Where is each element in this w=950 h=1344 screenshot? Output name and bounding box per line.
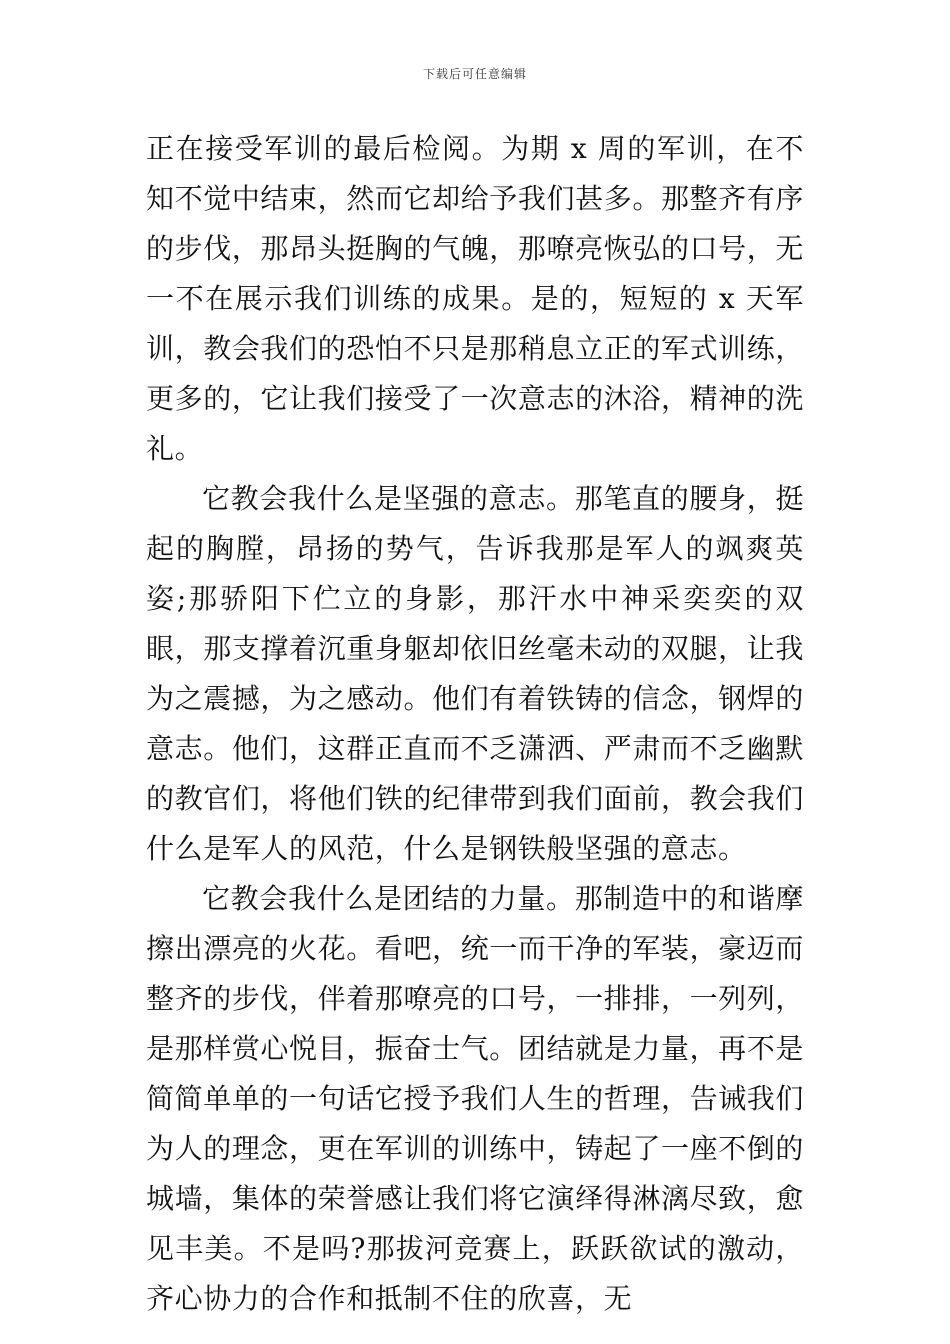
paragraph-2: 它教会我什么是坚强的意志。那笔直的腰身，挺起的胸膛，昂扬的势气，告诉我那是军人的飒爽英姿;那骄阳下伫立的身影，那汗水中神采奕奕的双眼，那支撑着沉重身躯却依旧丝毫未动的双腿，让我为之震撼，为之感动。他们有着铁铸的信念，钢焊的意志。他们，这群正直而不乏潇洒、严肃而不乏幽默的教官们，将他们铁的纪律带到我们面前，教会我们什么是军人的风范，什么是钢铁般坚强的意志。 — [146, 482, 804, 865]
paragraph-1: 正在接受军训的最后检阅。为期 x 周的军训，在不知不觉中结束，然而它却给予我们甚多。那整齐有序的步伐，那昂头挺胸的气魄，那嘹亮恢弘的口号，无一不在展示我们训练的成果。是的，短短的 x 天军训，教会我们的恐怕不只是那稍息立正的军式训练，更多的，它让我们接受了一次意志的沐浴，精神的洗礼。 — [146, 132, 804, 465]
document-body — [146, 124, 804, 1324]
page-header: 下载后可任意编辑 — [422, 67, 527, 81]
paragraph-3: 它教会我什么是团结的力量。那制造中的和谐摩擦出漂亮的火花。看吧，统一而干净的军装，豪迈而整齐的步伐，伴着那嘹亮的口号，一排排，一列列，是那样赏心悦目，振奋士气。团结就是力量，再不是简简单单的一句话它授予我们人生的哲理，告诫我们为人的理念，更在军训的训练中，铸起了一座不倒的城墙，集体的荣誉感让我们将它演绎得淋漓尽致，愈见丰美。不是吗?那拔河竞赛上，跃跃欲试的激动，齐心协力的合作和抵制不住的欣喜，无 — [146, 882, 804, 1315]
